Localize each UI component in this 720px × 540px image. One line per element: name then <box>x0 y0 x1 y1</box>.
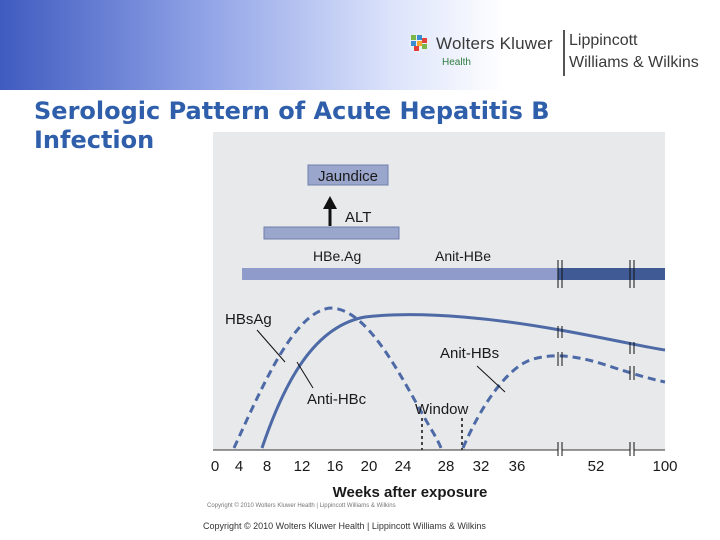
jaundice-label: Jaundice <box>317 168 379 185</box>
window-label: Window <box>415 401 469 418</box>
logo-subtitle: Health <box>442 57 471 68</box>
imprint-line-1: Lippincott <box>569 32 638 49</box>
hbsag-label: HBsAg <box>225 311 272 328</box>
alt-bar <box>264 227 399 239</box>
x-tick-label: 36 <box>508 458 526 475</box>
x-tick-label: 0 <box>210 458 220 475</box>
x-tick-label: 16 <box>326 458 344 475</box>
x-tick-label: 28 <box>437 458 455 475</box>
x-tick-label: 100 <box>652 458 678 475</box>
slide-title-line-1: Serologic Pattern of Acute Hepatitis B <box>34 97 550 125</box>
serologic-diagram <box>205 130 680 520</box>
imprint-line-2: Williams & Wilkins <box>569 54 699 71</box>
footer-copyright: Copyright © 2010 Wolters Kluwer Health | Lippincott Williams & Wilkins <box>203 521 486 531</box>
logo-name: Wolters Kluwer <box>436 34 553 53</box>
figure-copyright: Copyright © 2010 Wolters Kluwer Health | Lippincott Williams & Wilkins <box>207 503 396 509</box>
x-tick-label: 20 <box>360 458 378 475</box>
x-tick-label: 52 <box>587 458 605 475</box>
wolters-kluwer-logo-icon <box>408 32 430 54</box>
anti-hbe-bar-dark <box>558 268 665 280</box>
anti-hbe-label: Anit-HBe <box>435 248 492 264</box>
logo-divider <box>563 30 565 76</box>
publisher-logo <box>400 26 720 80</box>
diagram-canvas <box>205 130 680 520</box>
alt-label: ALT <box>345 209 372 226</box>
hbeag-label: HBe.Ag <box>313 248 362 264</box>
x-tick-label: 4 <box>234 458 244 475</box>
anti-hbs-label: Anit-HBs <box>440 345 500 362</box>
x-axis-title: Weeks after exposure <box>332 484 488 501</box>
anti-hbe-bar-light <box>242 268 558 280</box>
x-tick-label: 8 <box>262 458 272 475</box>
slide-title-line-2: Infection <box>34 126 155 154</box>
x-tick-label: 24 <box>394 458 412 475</box>
x-tick-label: 12 <box>293 458 311 475</box>
anti-hbc-label: Anti-HBc <box>307 391 367 408</box>
x-tick-label: 32 <box>472 458 490 475</box>
